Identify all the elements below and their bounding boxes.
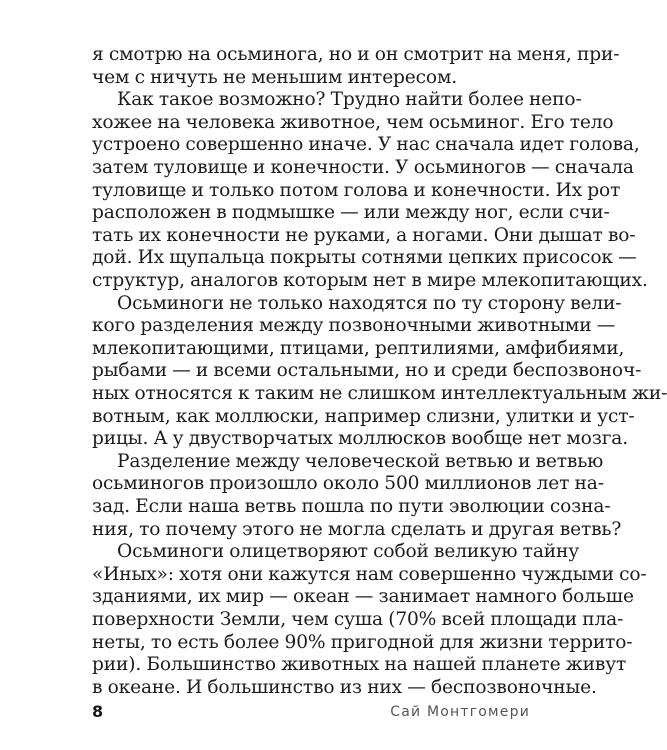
text-line: в океане. И большинство из них — беспозвоночные. [92,676,597,698]
paragraph-first-line: Как такое возможно? Трудно найти более непо- [117,89,582,111]
text-line: расположен в подмышке — или между ног, если счи- [92,202,610,224]
text-line: ния, то почему этого не могла сделать и другая ветвь? [92,518,622,540]
text-line: «Иных»: хотя они кажутся нам совершенно чуждыми со- [92,563,647,585]
text-line: рии). Большинство животных на нашей планете живут [92,654,627,676]
text-line: млекопитающими, птицами, рептилиями, амфибиями, [92,337,625,359]
page-footer [0,700,600,728]
paragraph-first-line: Разделение между человеческой ветвью и ветвью [117,450,604,472]
text-line: туловище и только потом голова и конечности. Их рот [92,179,621,201]
text-line: тать их конечности не руками, а ногами. Они дышат во- [92,224,636,246]
text-line: вотным, как моллюски, например слизни, улитки и уст- [92,405,635,427]
text-line: поверхности Земли, чем суша (70% всей площади пла- [92,609,624,630]
text-line: рыбами — и всеми остальными, но и среди беспозвоноч- [92,360,642,382]
text-line: структур, аналогов которым нет в мире млекопитающих. [92,270,648,291]
text-line: дой. Их щупальца покрыты сотнями цепких присосок — [92,247,637,269]
paragraph-first-line: Осьминоги не только находятся по ту сторону вели- [117,292,622,314]
text-line: затем туловище и конечности. У осьминогов — сначала [92,157,634,178]
text-line: зад. Если наша ветвь пошла по пути эволюции созна- [92,496,611,517]
text-line: ных относятся к таким не слишком интеллектуальным жи- [92,383,667,404]
text-line: осьминогов произошло около 500 миллионов лет на- [92,473,604,495]
page-number: 8 [92,702,104,721]
text-line: зданиями, их мир — океан — занимает намного больше [92,586,634,608]
text-line: устроено совершенно иначе. У нас сначала идет голова, [92,134,640,156]
paragraph-first-line: Осьминоги олицетворяют собой великую тайну [117,541,580,563]
running-head-author: Сай Монтгомери [390,704,530,720]
text-line: я смотрю на осьминога, но и он смотрит на меня, при- [92,44,620,65]
text-line: кого разделения между позвоночными животными — [92,315,616,337]
text-line: хожее на человека животное, чем осьминог. Его тело [92,111,614,133]
text-line: рицы. А у двустворчатых моллюсков вообще нет мозга. [92,428,629,450]
text-line: чем с ничуть не меньшим интересом. [92,66,458,88]
text-line: неты, то есть более 90% пригодной для жизни террито- [92,631,633,653]
